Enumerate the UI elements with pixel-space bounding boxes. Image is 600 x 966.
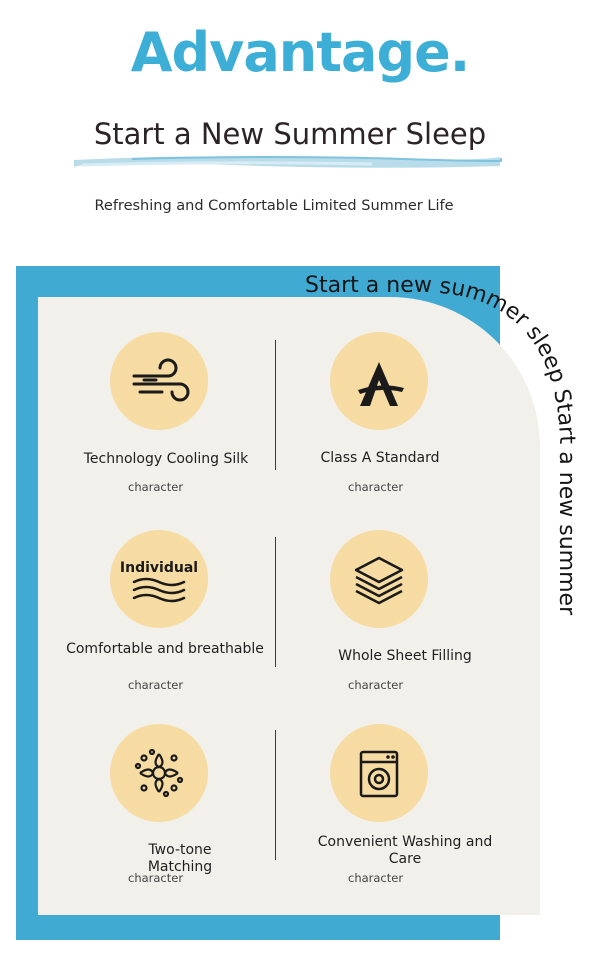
flower-pattern-icon (110, 724, 208, 822)
divider-row-3 (275, 730, 276, 860)
feature-label: Comfortable and breathable (66, 641, 264, 657)
feature-sub: character (128, 678, 184, 692)
layers-icon (330, 530, 428, 628)
feature-label: Technology Cooling Silk (83, 451, 249, 467)
letter-a-icon (330, 332, 428, 430)
wind-icon (110, 332, 208, 430)
individual-waves-icon (110, 530, 208, 628)
feature-sub: character (348, 480, 404, 494)
feature-label: Convenient Washing and Care (317, 834, 493, 867)
page-title: Advantage. (130, 21, 470, 84)
feature-sub: character (348, 678, 404, 692)
feature-label: Class A Standard (320, 450, 440, 466)
page-subtitle: Start a New Summer Sleep (93, 117, 487, 151)
curved-slogan-text: Start a new summer sleep Start a new summer (305, 272, 580, 616)
individual-icon-text: Individual (119, 560, 199, 576)
feature-icon-circle (110, 530, 208, 628)
divider-row-1 (275, 340, 276, 470)
feature-icon-circle (110, 724, 208, 822)
feature-label: Two-tone Matching (147, 842, 213, 875)
feature-icon-circle (330, 332, 428, 430)
divider-row-2 (275, 537, 276, 667)
feature-sub: character (128, 871, 184, 885)
feature-icon-circle (110, 332, 208, 430)
feature-sub: character (348, 871, 404, 885)
washing-machine-icon (330, 724, 428, 822)
brush-stroke-decoration (72, 150, 502, 172)
feature-sub: character (128, 480, 184, 494)
feature-icon-circle (330, 724, 428, 822)
feature-icon-circle (330, 530, 428, 628)
feature-label: Whole Sheet Filling (338, 648, 472, 664)
tagline: Refreshing and Comfortable Limited Summer Life (94, 198, 454, 214)
